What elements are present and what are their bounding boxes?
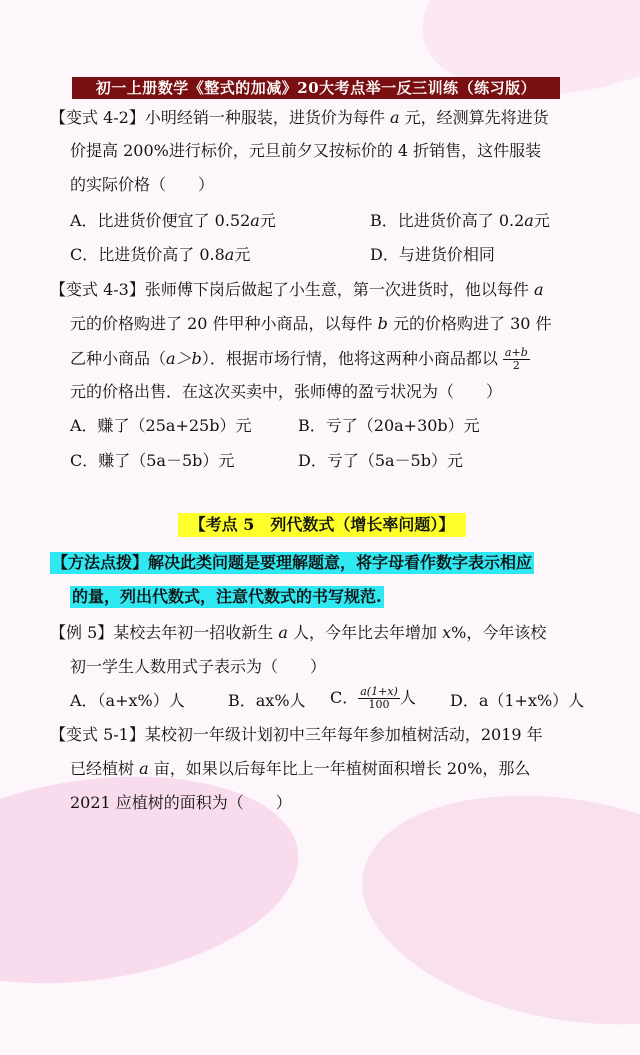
page-banner: 初一上册数学《整式的加减》20大考点举一反三训练（练习版） — [72, 77, 560, 99]
question-4-3-option-a: A．赚了（25a+25b）元 — [70, 416, 252, 435]
question-tag: 【变式 4-3】 — [50, 280, 145, 299]
example-5-option-d: D．a（1+x%）人 — [450, 691, 585, 710]
question-tag: 【例 5】 — [50, 623, 114, 642]
question-tag: 【变式 4-2】 — [50, 108, 145, 127]
question-4-2-line-2: 价提高 200%进行标价，元旦前夕又按标价的 4 折销售，这件服装 — [70, 141, 542, 160]
question-4-3-line-3: 乙种小商品（a＞b）．根据市场行情，他将这两种小商品都以 $\frac{a+b}{2}$ — [70, 346, 528, 372]
question-4-2-option-c: C．比进货价高了 0.8a元 — [70, 245, 251, 264]
example-5-option-b: B．ax%人 — [228, 691, 306, 710]
question-5-1-line-1: 【变式 5-1】某校初一年级计划初中三年每年参加植树活动，2019 年 — [50, 725, 543, 744]
method-tip-line-2: 的量，列出代数式，注意代数式的书写规范. — [72, 587, 382, 606]
question-tag: 【变式 5-1】 — [50, 725, 145, 744]
question-4-2-line-3: 的实际价格（ ） — [70, 175, 215, 194]
question-5-1-line-2: 已经植树 a 亩，如果以后每年比上一年植树面积增长 20%，那么 — [70, 759, 531, 778]
example-5-line-1: 【例 5】某校去年初一招收新生 a 人，今年比去年增加 x%，今年该校 — [50, 623, 547, 642]
question-4-3-option-b: B．亏了（20a+30b）元 — [298, 416, 480, 435]
question-4-3-option-d: D．亏了（5a－5b）元 — [298, 451, 463, 470]
method-tip-line-1: 【方法点拨】解决此类问题是要理解题意，将字母看作数字表示相应 — [52, 553, 533, 572]
question-4-3-line-2: 元的价格购进了 20 件甲种小商品，以每件 b 元的价格购进了 30 件 — [70, 314, 552, 333]
variable: a — [389, 108, 400, 127]
example-5-option-c: C． $\frac{a(1+x)}{100}$ 人 — [330, 685, 416, 711]
fraction: $\frac{a+b}{2}$ — [504, 346, 528, 372]
example-5-line-2: 初一学生人数用式子表示为（ ） — [70, 657, 327, 676]
fraction: $\frac{a(1+x)}{100}$ — [360, 685, 398, 711]
question-4-3-line-1: 【变式 4-3】张师傅下岗后做起了小生意，第一次进货时，他以每件 a — [50, 280, 544, 299]
example-5-option-a: A．（a+x%）人 — [70, 691, 185, 710]
section-5-title: 【考点 5 列代数式（增长率问题）】 — [178, 513, 466, 537]
question-4-2-option-d: D．与进货价相同 — [370, 245, 495, 264]
question-4-2-option-b: B．比进货价高了 0.2a元 — [370, 211, 550, 230]
question-5-1-line-3: 2021 应植树的面积为（ ） — [70, 793, 292, 812]
question-4-3-line-4: 元的价格出售．在这次买卖中，张师傅的盈亏状况为（ ） — [70, 382, 503, 401]
question-4-2-option-a: A．比进货价便宜了 0.52a元 — [70, 211, 276, 230]
question-4-2-line-1: 【变式 4-2】小明经销一种服装，进货价为每件 a 元，经测算先将进货 — [50, 108, 549, 127]
question-4-3-option-c: C．赚了（5a－5b）元 — [70, 451, 235, 470]
